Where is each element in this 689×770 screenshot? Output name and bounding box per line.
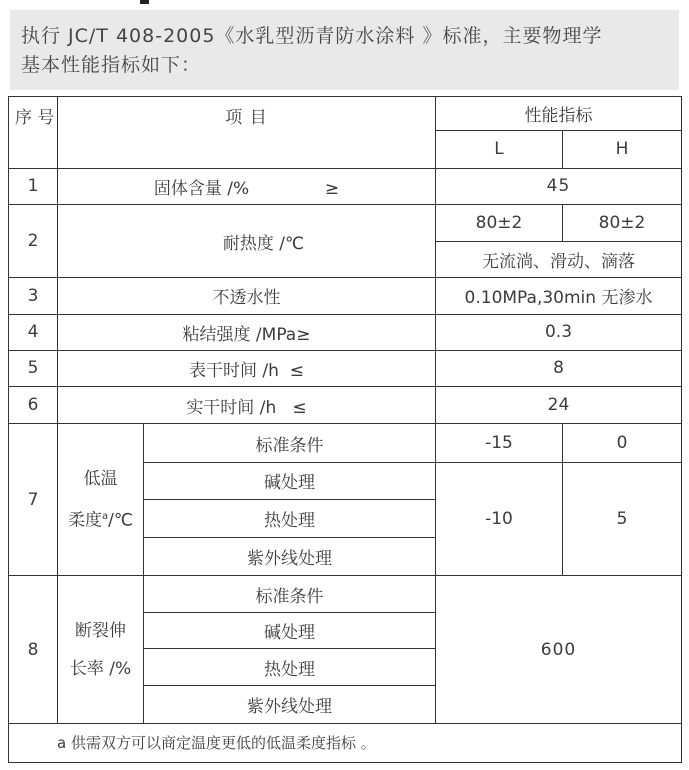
header-h: H (563, 131, 682, 168)
row6-value: 24 (436, 387, 682, 424)
row1-value: 45 (436, 168, 682, 204)
row2-h: 80±2 (563, 204, 682, 241)
row7-cond-alkali: 碱处理 (144, 462, 436, 499)
row2-l: 80±2 (436, 204, 563, 241)
row7-item-line1: 低温 (83, 469, 118, 490)
row7-item-word: 柔度 (68, 510, 103, 531)
row7-l-standard: -15 (436, 424, 563, 462)
row1-item: 固体含量 /% ≥ (58, 168, 436, 204)
row6-item: 实干时间 /h ≤ (58, 387, 436, 424)
row2-item: 耐热度 /℃ (58, 204, 436, 278)
row5-no: 5 (9, 350, 58, 386)
row8-cond-alkali: 碱处理 (144, 612, 436, 648)
row7-item-line2 (64, 498, 137, 540)
header-l: L (436, 131, 563, 168)
footnote: a 供需双方可以商定温度更低的低温柔度指标 。 (9, 723, 682, 762)
row7-cond-heat: 热处理 (144, 499, 436, 537)
row4-item: 粘结强度 /MPa≥ (58, 314, 436, 350)
row7-cond-standard: 标准条件 (144, 424, 436, 462)
header-performance: 性能指标 (436, 97, 682, 131)
row5-item: 表干时间 /h ≤ (58, 350, 436, 386)
row4-no: 4 (9, 314, 58, 350)
row3-item: 不透水性 (58, 278, 436, 314)
row8-cond-standard: 标准条件 (144, 576, 436, 612)
row7-no: 7 (9, 424, 58, 576)
row2-sub: 无流淌、滑动、滴落 (436, 242, 682, 278)
row3-no: 3 (9, 278, 58, 314)
row7-h-treated: 5 (563, 462, 682, 576)
row7-h-standard: 0 (563, 424, 682, 462)
row7-cond-uv: 紫外线处理 (144, 538, 436, 576)
row7-footnote-mark: a (102, 511, 109, 523)
row6-no: 6 (9, 387, 58, 424)
intro-box (10, 10, 679, 90)
row8-cond-heat: 热处理 (144, 649, 436, 686)
top-edge-mark (140, 0, 149, 4)
row5-value: 8 (436, 350, 682, 386)
header-no: 序 号 (9, 97, 58, 169)
row4-value: 0.3 (436, 314, 682, 350)
row7-item (58, 424, 144, 576)
row8-no: 8 (9, 576, 58, 723)
row8-item-line2: 长率 /% (69, 658, 132, 679)
row8-item (58, 576, 144, 723)
performance-table (8, 96, 682, 763)
intro-line-1: 执行 JC/T 408-2005《水乳型沥青防水涂料 》标准，主要物理学 (21, 25, 603, 47)
row1-no: 1 (9, 168, 58, 204)
row7-item-unit: /℃ (108, 510, 133, 531)
row2-no: 2 (9, 204, 58, 278)
row8-cond-uv: 紫外线处理 (144, 686, 436, 723)
row3-value: 0.10MPa,30min 无渗水 (436, 278, 682, 314)
row7-l-treated: -10 (436, 462, 563, 576)
row8-item-line1: 断裂伸 (75, 620, 126, 641)
header-item: 项 目 (58, 97, 436, 169)
row8-value: 600 (436, 576, 682, 723)
intro-line-2: 基本性能指标如下： (21, 54, 202, 76)
